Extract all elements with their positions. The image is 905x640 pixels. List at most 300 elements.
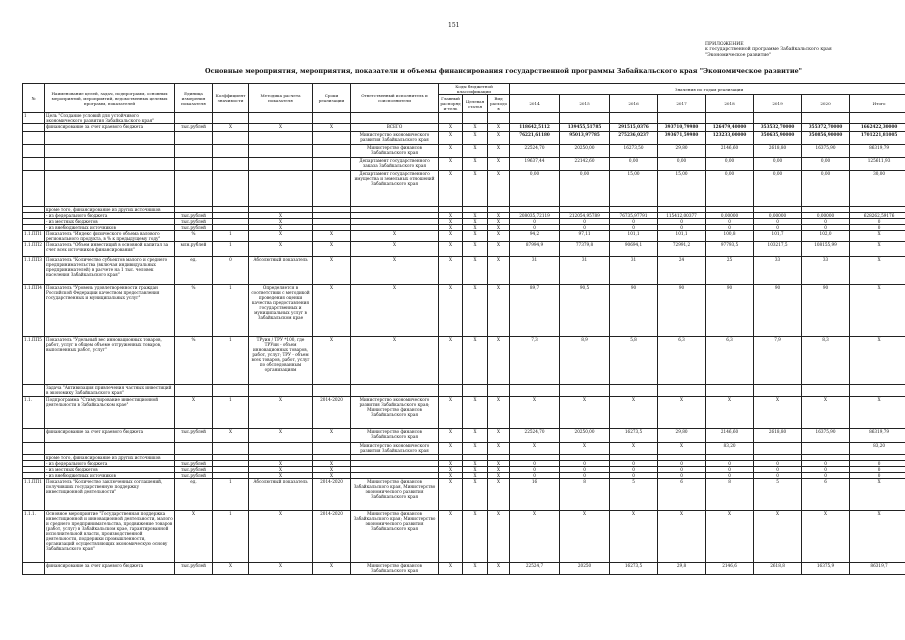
row-term: X [313, 242, 351, 257]
row-chief-code: X [439, 171, 463, 207]
row-chief-code: X [439, 213, 463, 219]
row-value-2019: 33 [754, 257, 802, 285]
row-term: 2014-2020 [313, 397, 351, 429]
row-chief-code: X [439, 158, 463, 171]
row-name: финансирование за счет краевого бюджета [45, 124, 175, 132]
row-article-code: X [463, 213, 488, 219]
row-value-2014: 7,3 [510, 337, 560, 385]
row-coefficient [213, 171, 249, 207]
row-value-2018: 0 [706, 467, 754, 473]
row-value-2018: 90 [706, 285, 754, 337]
row-value-2020 [802, 385, 850, 397]
row-chief-code: X [439, 461, 463, 467]
row-term: X [313, 285, 351, 337]
row-article-code: X [463, 257, 488, 285]
row-term: X [313, 563, 351, 575]
row-kind-code: X [488, 397, 510, 429]
row-value-2015: 0,00 [560, 171, 610, 207]
row-value-2019: 0 [754, 225, 802, 231]
row-responsible [351, 385, 439, 397]
row-value-2019: 101,7 [754, 231, 802, 242]
row-value-2014: 0 [510, 225, 560, 231]
row-number: 1.1. [23, 397, 45, 429]
row-value-2014: X [510, 397, 560, 429]
row-value-2018 [706, 385, 754, 397]
row-kind-code: X [488, 563, 510, 575]
row-unit [175, 443, 213, 455]
row-value-total: 0 [850, 219, 905, 225]
row-value-2018: 0 [706, 219, 754, 225]
row-value-2016: 291515,0376 [610, 124, 658, 132]
row-chief-code: X [439, 257, 463, 285]
row-kind-code: X [488, 242, 510, 257]
row-value-total: X [850, 231, 905, 242]
row-value-2019: 0 [754, 461, 802, 467]
row-value-2019: 2618,80 [754, 145, 802, 158]
row-value-2016: 16273,5 [610, 563, 658, 575]
col-header-2017: 2017 [658, 95, 706, 113]
row-chief-code: X [439, 443, 463, 455]
row-value-total: 0 [850, 467, 905, 473]
row-article-code: X [463, 124, 488, 132]
row-value-2015 [560, 385, 610, 397]
row-article-code: X [463, 511, 488, 563]
row-kind-code: X [488, 225, 510, 231]
row-name: - из федерального бюджета [45, 213, 175, 219]
row-value-2019 [754, 385, 802, 397]
row-number [23, 563, 45, 575]
row-responsible: X [351, 257, 439, 285]
row-value-2018: 0 [706, 225, 754, 231]
row-kind-code: X [488, 429, 510, 443]
row-name: Показатель "Количество субъектов малого и среднего предпринимательства (включая индивидуальных предпринимателей) в расчете на 1 тыс. человек населения Забайкальского края" [45, 257, 175, 285]
row-value-2017: 393710,79980 [658, 124, 706, 132]
row-coefficient: 1 [213, 231, 249, 242]
row-coefficient [213, 385, 249, 397]
row-number: 1.1.ПП5 [23, 337, 45, 385]
row-value-2018: 123233,00000 [706, 132, 754, 145]
row-value-2020: 0,00 [802, 171, 850, 207]
row-term: X [313, 467, 351, 473]
row-value-total: X [850, 479, 905, 511]
row-value-total: 0 [850, 473, 905, 479]
row-unit: тыс.рублей [175, 429, 213, 443]
row-value-total: 86319,7 [850, 563, 905, 575]
page-number: 151 [448, 22, 460, 29]
row-value-2014: 0,00 [510, 171, 560, 207]
row-number: 1.1.ПП2 [23, 242, 45, 257]
row-value-2018: 2146,6 [706, 563, 754, 575]
row-method: X [249, 213, 313, 219]
row-value-2015 [560, 113, 610, 124]
row-value-2017: 101,1 [658, 231, 706, 242]
program-table [22, 83, 905, 575]
row-coefficient: 1 [213, 479, 249, 511]
row-name: Показатель "Удельный вес инновационных товаров, работ, услуг в общем объеме отгруженных товаров, выполненных работ, услуг" [45, 337, 175, 385]
row-responsible: Министерство экономического развития Забайкальского края [351, 132, 439, 145]
row-value-2019: 0,00000 [754, 213, 802, 219]
row-responsible [351, 113, 439, 124]
row-value-2015: 8 [560, 479, 610, 511]
row-value-2015: 22142,60 [560, 158, 610, 171]
row-value-total: 0 [850, 225, 905, 231]
row-value-2019: X [754, 397, 802, 429]
row-value-2019 [754, 443, 802, 455]
row-value-2020: 350856,90000 [802, 132, 850, 145]
row-value-2018: 2146,60 [706, 429, 754, 443]
row-coefficient: 1 [213, 511, 249, 563]
row-value-2017: X [658, 397, 706, 429]
row-kind-code: X [488, 337, 510, 385]
appendix-line: "Экономическое развитие" [705, 52, 772, 58]
row-name: кроме того, финансирование из других источников [45, 207, 175, 213]
row-value-2018: 0,00 [706, 171, 754, 207]
row-value-2014: 0 [510, 467, 560, 473]
col-header-article: Целевая статья [463, 95, 488, 113]
row-article-code: X [463, 171, 488, 207]
row-article-code: X [463, 397, 488, 429]
row-method: X [249, 511, 313, 563]
col-header-2020: 2020 [802, 95, 850, 113]
row-term: 2014-2020 [313, 479, 351, 511]
row-value-2016: 101,1 [610, 231, 658, 242]
row-number: 1.1.ПП4 [23, 285, 45, 337]
row-value-2018: X [706, 511, 754, 563]
table-row [23, 158, 905, 171]
row-value-2016: 5,8 [610, 337, 658, 385]
row-coefficient: X [213, 563, 249, 575]
row-value-2020: 355372,70000 [802, 124, 850, 132]
col-header-2016: 2016 [610, 95, 658, 113]
row-responsible: Министерство финансов Забайкальского края [351, 145, 439, 158]
row-value-2017: 15,00 [658, 171, 706, 207]
row-value-2017 [658, 385, 706, 397]
row-kind-code: X [488, 145, 510, 158]
row-value-2018: 25 [706, 257, 754, 285]
col-header-unit: Единица измерения показателя [175, 84, 213, 113]
row-value-2014: 16 [510, 479, 560, 511]
row-value-2017: 115412,00377 [658, 213, 706, 219]
row-article-code: X [463, 429, 488, 443]
row-value-2020: 0,00 [802, 158, 850, 171]
row-value-2020: 16375,90 [802, 145, 850, 158]
table-row [23, 563, 905, 575]
row-kind-code: X [488, 124, 510, 132]
row-kind-code: X [488, 467, 510, 473]
row-article-code: X [463, 443, 488, 455]
row-value-2017: 24 [658, 257, 706, 285]
table-row [23, 337, 905, 385]
row-value-2015: 0 [560, 219, 610, 225]
row-value-2020: 33 [802, 257, 850, 285]
row-chief-code [439, 385, 463, 397]
row-term [313, 113, 351, 124]
row-value-2019: 2618,80 [754, 429, 802, 443]
document-title: Основные мероприятия, мероприятия, показатели и объемы финансирования государственной программы Забайкальского края "Экономическое развитие" [205, 67, 802, 75]
row-article-code: X [463, 219, 488, 225]
row-kind-code: X [488, 132, 510, 145]
col-header-2018: 2018 [706, 95, 754, 113]
row-value-2015: 90,5 [560, 285, 610, 337]
row-value-2017: 0 [658, 225, 706, 231]
table-row [23, 231, 905, 242]
row-value-2014: 89,7 [510, 285, 560, 337]
col-header-2015: 2015 [560, 95, 610, 113]
row-value-total: X [850, 397, 905, 429]
row-coefficient: X [213, 429, 249, 443]
row-value-2020: X [802, 511, 850, 563]
row-value-2019: 0,00 [754, 171, 802, 207]
row-method [249, 171, 313, 207]
row-coefficient: X [213, 124, 249, 132]
row-value-2016: 275236,0237 [610, 132, 658, 145]
row-value-2019: 5 [754, 479, 802, 511]
row-value-2018: 83,20 [706, 443, 754, 455]
row-value-2015: 31 [560, 257, 610, 285]
row-value-2015: 77379,8 [560, 242, 610, 257]
row-kind-code: X [488, 511, 510, 563]
row-value-2019: 103217,5 [754, 242, 802, 257]
row-value-2014: 118642,5112 [510, 124, 560, 132]
table-row [23, 429, 905, 443]
row-method [249, 443, 313, 455]
row-coefficient: 0 [213, 257, 249, 285]
row-kind-code: X [488, 473, 510, 479]
row-value-2014: 76221,61180 [510, 132, 560, 145]
row-value-2014: 0 [510, 473, 560, 479]
col-header-2014: 2014 [510, 95, 560, 113]
row-method [249, 132, 313, 145]
table-row [23, 242, 905, 257]
row-value-2019: 2618,8 [754, 563, 802, 575]
row-value-2019: 90 [754, 285, 802, 337]
row-value-2016 [610, 385, 658, 397]
row-unit: ед. [175, 257, 213, 285]
row-article-code: X [463, 473, 488, 479]
row-value-2015: 0 [560, 467, 610, 473]
row-value-2017: 72991,2 [658, 242, 706, 257]
row-method: X [249, 473, 313, 479]
row-name: Показатель "Индекс физического объема валового регионального продукта, в % к предыдущему году" [45, 231, 175, 242]
row-article-code: X [463, 145, 488, 158]
row-method: ТРуин / ТРУ *100, где ТРУин - объем инновационных товаров, работ, услуг; ТРУ - объем всех товаров, работ, услуг по обследованным организациям [249, 337, 313, 385]
row-responsible: X [351, 242, 439, 257]
row-responsible: X [351, 285, 439, 337]
row-article-code: X [463, 479, 488, 511]
row-value-2020: X [802, 397, 850, 429]
row-number [23, 158, 45, 171]
row-responsible: Департамент государственного заказа Забайкальского края [351, 158, 439, 171]
row-value-2020: 0 [802, 225, 850, 231]
table-row [23, 124, 905, 132]
col-header-2019: 2019 [754, 95, 802, 113]
row-kind-code: X [488, 171, 510, 207]
row-unit: тыс.рублей [175, 225, 213, 231]
row-value-total: 1701221,81005 [850, 132, 905, 145]
row-unit: % [175, 285, 213, 337]
row-kind-code: X [488, 213, 510, 219]
row-term [313, 145, 351, 158]
row-name: - из местных бюджетов [45, 467, 175, 473]
row-number: 1 [23, 113, 45, 124]
row-kind-code: X [488, 219, 510, 225]
row-article-code: X [463, 231, 488, 242]
row-responsible: ВСЕГО [351, 124, 439, 132]
row-term [313, 132, 351, 145]
row-unit [175, 158, 213, 171]
row-name [45, 132, 175, 145]
row-value-2017: 0 [658, 219, 706, 225]
row-unit: млн.рублей [175, 242, 213, 257]
row-value-2016: 76735,97791 [610, 213, 658, 219]
row-kind-code: X [488, 231, 510, 242]
row-value-2018: 0,00000 [706, 213, 754, 219]
table-row [23, 285, 905, 337]
row-name: - из федерального бюджета [45, 461, 175, 467]
row-method: X [249, 429, 313, 443]
row-unit [175, 171, 213, 207]
row-value-2016: 0 [610, 225, 658, 231]
row-coefficient [213, 443, 249, 455]
row-value-2020: 0 [802, 467, 850, 473]
row-value-2014: X [510, 443, 560, 455]
row-value-2016: 15,00 [610, 171, 658, 207]
row-value-2020: 0 [802, 219, 850, 225]
row-number [23, 429, 45, 443]
row-name: финансирование за счет краевого бюджета [45, 563, 175, 575]
col-header-total: Итого [850, 95, 905, 113]
row-value-2019: X [754, 511, 802, 563]
row-method: X [249, 225, 313, 231]
col-header-term: Сроки реализации [313, 84, 351, 113]
row-value-2016: 16273,50 [610, 145, 658, 158]
row-number: 1.1.1. [23, 511, 45, 563]
row-name: финансирование за счет краевого бюджета [45, 429, 175, 443]
row-method: Абсолютный показатель [249, 257, 313, 285]
row-value-2017 [658, 113, 706, 124]
row-method: X [249, 219, 313, 225]
row-value-total: 628262,59176 [850, 213, 905, 219]
col-header-kind: Вид расходов [488, 95, 510, 113]
row-value-2018: 100,8 [706, 231, 754, 242]
row-unit: X [175, 397, 213, 429]
row-value-2020: 8,3 [802, 337, 850, 385]
row-name [45, 171, 175, 207]
row-value-2018: 8 [706, 479, 754, 511]
row-value-2014: 208035,72119 [510, 213, 560, 219]
row-coefficient: 1 [213, 337, 249, 385]
row-value-2016: 0 [610, 467, 658, 473]
row-responsible: Департамент государственного имущества и земельных отношений Забайкальского края [351, 171, 439, 207]
row-value-2018: 2146,60 [706, 145, 754, 158]
row-article-code [463, 385, 488, 397]
row-article-code: X [463, 337, 488, 385]
table-row [23, 397, 905, 429]
row-value-2016: 0,00 [610, 158, 658, 171]
row-value-2019: 0 [754, 219, 802, 225]
row-name [45, 145, 175, 158]
row-value-2015: X [560, 511, 610, 563]
row-value-2017: 29,80 [658, 429, 706, 443]
row-value-2020: 0 [802, 473, 850, 479]
row-value-2017: X [658, 443, 706, 455]
row-term: 2014-2020 [313, 511, 351, 563]
row-term [313, 158, 351, 171]
row-coefficient [213, 145, 249, 158]
row-term: X [313, 231, 351, 242]
col-header-coef: Коэффициент значимости [213, 84, 249, 113]
row-value-2016: 0 [610, 461, 658, 467]
row-method: X [249, 461, 313, 467]
row-value-2014: 0 [510, 461, 560, 467]
row-number [23, 443, 45, 455]
row-responsible: Министерство финансов Забайкальского края; Министерство экономического развития Забайкальского края [351, 511, 439, 563]
row-term [313, 171, 351, 207]
row-value-2018: 0 [706, 461, 754, 467]
row-value-2014: 19637,44 [510, 158, 560, 171]
row-value-2017: X [658, 511, 706, 563]
row-value-2018: 0,00 [706, 158, 754, 171]
row-value-2020: 0,00000 [802, 213, 850, 219]
row-value-total [850, 113, 905, 124]
row-value-2020: 6 [802, 479, 850, 511]
row-coefficient [213, 132, 249, 145]
row-value-2015: X [560, 443, 610, 455]
row-responsible: X [351, 231, 439, 242]
row-responsible: Министерство финансов Забайкальского края, Министерство экономического развития Забайкальского края [351, 479, 439, 511]
row-chief-code: X [439, 511, 463, 563]
row-method: X [249, 124, 313, 132]
row-value-total: X [850, 257, 905, 285]
row-value-2015: 212054,95789 [560, 213, 610, 219]
row-number: 1.1.ПП3 [23, 257, 45, 285]
row-term: X [313, 461, 351, 467]
col-header-num: № [23, 84, 45, 113]
row-article-code: X [463, 461, 488, 467]
row-chief-code: X [439, 473, 463, 479]
row-value-total: 125611,93 [850, 158, 905, 171]
row-method [249, 113, 313, 124]
row-value-total: 30,00 [850, 171, 905, 207]
row-name: Основное мероприятие "Государственная поддержка инвестиционной и инновационной деятельности, малого и среднего предпринимательства, продвижение товаров (работ, услуг) в Забайкальском крае, гарантированной исполнительной власти, производственной деятельности, поддержки промышленности, организаций осуществляющих экономическую основу Забайкальского края" [45, 511, 175, 563]
row-article-code: X [463, 225, 488, 231]
row-article-code [463, 113, 488, 124]
row-value-2020: 90 [802, 285, 850, 337]
row-value-2016: 0 [610, 219, 658, 225]
appendix-line: к государственной программе Забайкальского края [705, 47, 832, 53]
col-header-name: Наименование целей, задач, подпрограмм, основных мероприятий, мероприятий, ведомственных целевых программ, показателей [45, 84, 175, 113]
row-unit [175, 113, 213, 124]
row-unit: тыс.рублей [175, 563, 213, 575]
row-chief-code: X [439, 132, 463, 145]
row-value-total: 86319,79 [850, 145, 905, 158]
row-value-2016: X [610, 397, 658, 429]
row-name: Подпрограмма "Стимулирование инвестиционной деятельности в Забайкальском крае" [45, 397, 175, 429]
row-term [313, 385, 351, 397]
row-value-2016: 0 [610, 473, 658, 479]
row-value-2017: 0 [658, 461, 706, 467]
row-value-2015: 0 [560, 461, 610, 467]
row-value-2018: 97793,5 [706, 242, 754, 257]
row-number: 1.1.ПП1 [23, 479, 45, 511]
row-article-code: X [463, 242, 488, 257]
row-value-2016: 5 [610, 479, 658, 511]
row-chief-code [439, 113, 463, 124]
row-value-2014: 31 [510, 257, 560, 285]
row-coefficient: 1 [213, 397, 249, 429]
row-value-2017: 29,8 [658, 563, 706, 575]
row-chief-code: X [439, 225, 463, 231]
